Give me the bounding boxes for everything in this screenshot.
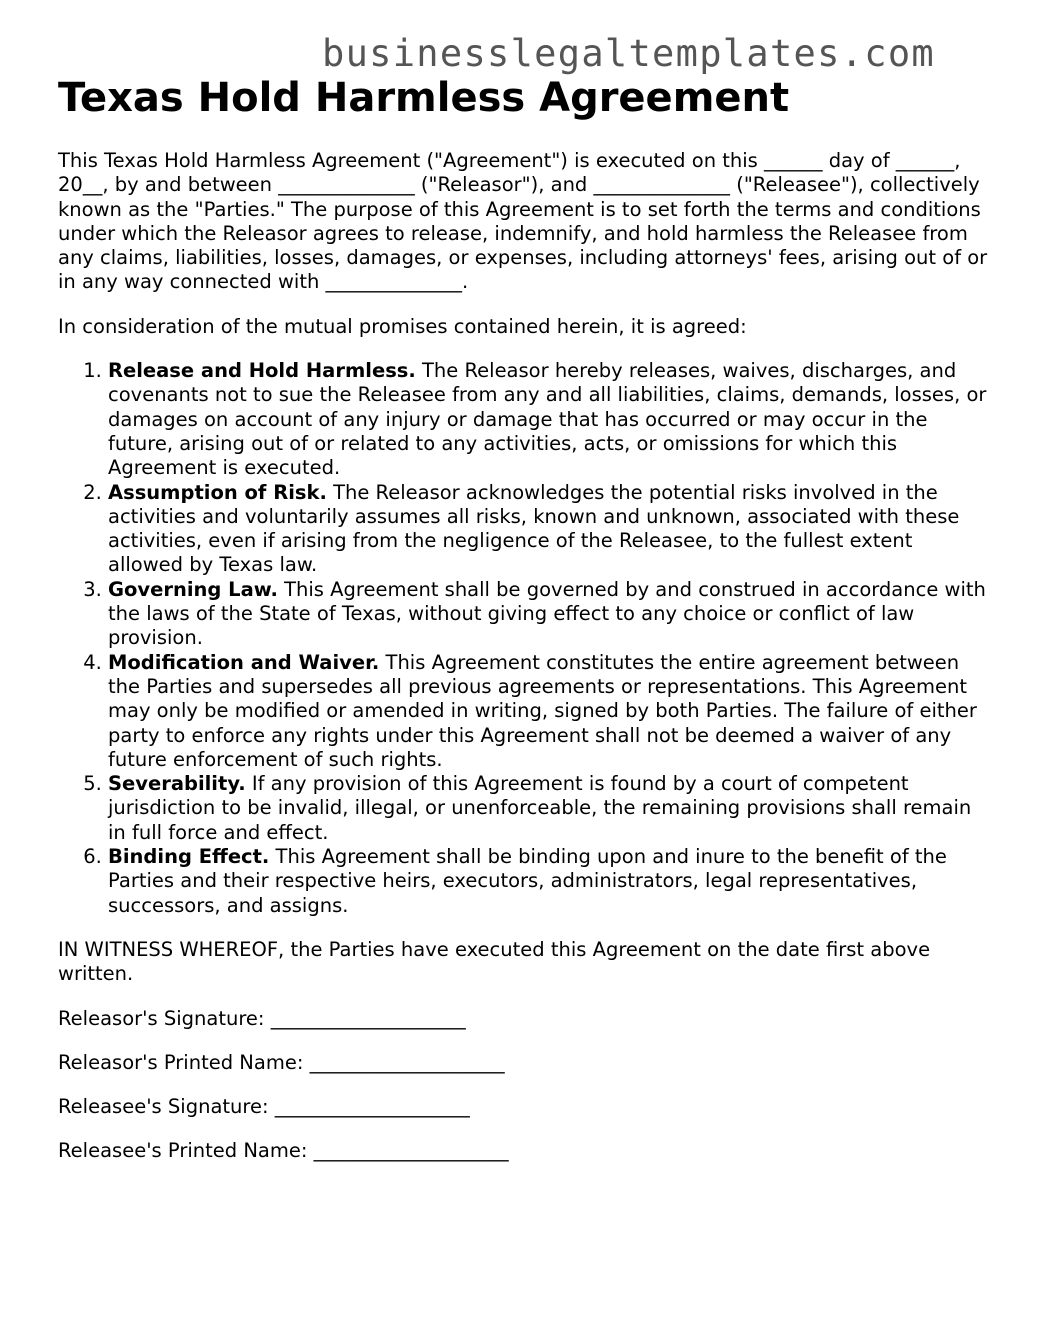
clause-heading: Severability. [108,772,246,796]
clause-text: The Releasor acknowledges the potential risks involved in the activities and voluntarily assumes all risks, known and unknown, associated with these activities, even if arising from the negligence of the Releasee, to the fullest extent allowed by Texas law. [108,480,960,577]
consideration-paragraph: In consideration of the mutual promises contained herein, it is agreed: [58,314,747,338]
releasee-signature-line: Releasee's Signature: ____________________ [58,1095,470,1119]
clause-heading: Binding Effect. [108,845,270,869]
clause-list [58,359,988,918]
clause-text: This Agreement shall be governed by and construed in accordance with the laws of the State of Texas, without giving effect to any choice or conflict of law provision. [108,577,986,650]
clause-item [108,359,988,480]
clause-heading: Governing Law. [108,577,278,601]
clause-text: The Releasor hereby releases, waives, discharges, and covenants not to sue the Releasee from any and all liabilities, claims, demands, losses, or damages on account of any injury or damage that has occurred or may occur in the future, arising out of or related to any activities, acts, or omissions for which this Agreement is executed. [108,359,987,480]
intro-paragraph: This Texas Hold Harmless Agreement ("Agreement") is executed on this ______ day of ______, 20__, by and between ______________ ("Releasor"), and ______________ ("Releasee"), collectively known as the "Parties." The purpose of this Agreement is to set forth the terms and conditions under which the Releasor agrees to release, indemnify, and hold harmless the Releasee from any claims, liabilities, losses, damages, or expenses, including attorneys' fees, arising out of or in any way connected with ______________. [58,149,988,294]
clause-item [108,772,988,845]
releasee-printed-name-line: Releasee's Printed Name: ____________________ [58,1139,509,1163]
clause-text: This Agreement constitutes the entire agreement between the Parties and supersedes all previous agreements or representations. This Agreement may only be modified or amended in writing, signed by both Parties. The failure of either party to enforce any rights under this Agreement shall not be deemed a waiver of any future enforcement of such rights. [108,650,977,771]
witness-paragraph: IN WITNESS WHEREOF, the Parties have executed this Agreement on the date first above written. [58,937,931,986]
clause-item [108,481,988,578]
clause-text: This Agreement shall be binding upon and inure to the benefit of the Parties and their respective heirs, executors, administrators, legal representatives, successors, and assigns. [108,845,947,917]
site-watermark: businesslegaltemplates.com [322,32,935,75]
clause-text: If any provision of this Agreement is found by a court of competent jurisdiction to be invalid, illegal, or unenforceable, the remaining provisions shall remain in full force and effect. [108,772,972,844]
clause-item [108,578,988,651]
releasor-printed-name-line: Releasor's Printed Name: ____________________ [58,1050,505,1074]
document-body [58,149,988,1184]
document-title: Texas Hold Harmless Agreement [58,75,790,121]
releasor-signature-line: Releasor's Signature: ____________________ [58,1006,466,1030]
clause-heading: Assumption of Risk. [108,480,327,504]
clause-item [108,651,988,772]
clause-heading: Release and Hold Harmless. [108,359,416,383]
clause-heading: Modification and Waiver. [108,650,380,674]
clause-item [108,845,988,918]
